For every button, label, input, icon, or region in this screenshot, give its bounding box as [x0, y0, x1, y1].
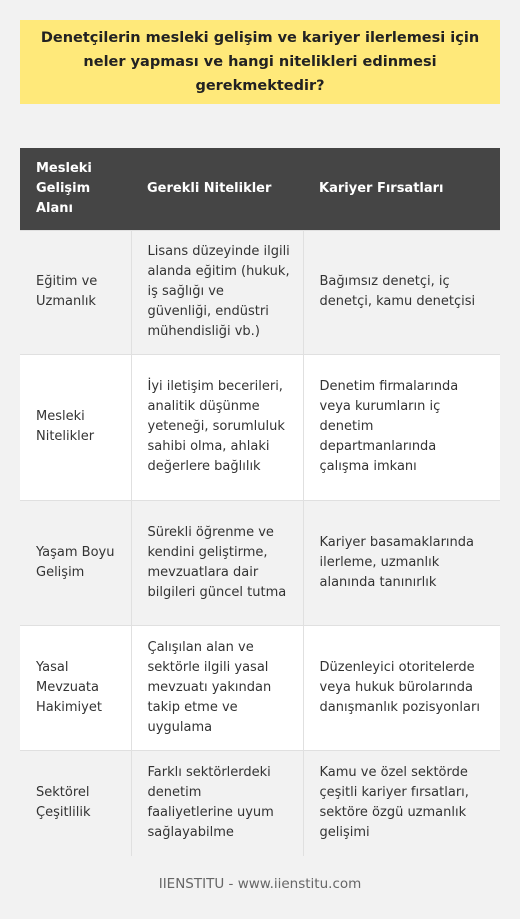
- cell-opportunities: Kariyer basamaklarında ilerleme, uzmanlık alanında tanınırlık: [303, 500, 500, 625]
- cell-qualifications: Farklı sektörlerdeki denetim faaliyetlerine uyum sağlayabilme: [131, 750, 303, 856]
- cell-opportunities: Bağımsız denetçi, iç denetçi, kamu denetçisi: [303, 230, 500, 354]
- cell-opportunities: Denetim firmalarında veya kurumların iç denetim departmanlarında çalışma imkanı: [303, 354, 500, 500]
- cell-qualifications: Sürekli öğrenme ve kendini geliştirme, mevzuatlara dair bilgileri güncel tutma: [131, 500, 303, 625]
- page-title: Denetçilerin mesleki gelişim ve kariyer ilerlemesi için neler yapması ve hangi nitelikleri edinmesi gerekmektedir?: [40, 30, 480, 94]
- table-row: [20, 230, 500, 354]
- table-row: [20, 354, 500, 500]
- table-row: [20, 500, 500, 625]
- title-banner: [20, 20, 500, 104]
- cell-qualifications: Lisans düzeyinde ilgili alanda eğitim (hukuk, iş sağlığı ve güvenliği, endüstri mühendisliği vb.): [131, 230, 303, 354]
- cell-area: Eğitim ve Uzmanlık: [20, 230, 131, 354]
- career-table: [20, 148, 500, 856]
- cell-qualifications: İyi iletişim becerileri, analitik düşünme yeteneği, sorumluluk sahibi olma, ahlaki değerlere bağlılık: [131, 354, 303, 500]
- table-row: [20, 750, 500, 856]
- cell-area: Mesleki Nitelikler: [20, 354, 131, 500]
- table-row: [20, 625, 500, 750]
- cell-qualifications: Çalışılan alan ve sektörle ilgili yasal mevzuatı yakından takip etme ve uygulama: [131, 625, 303, 750]
- table-header-row: [20, 148, 500, 230]
- cell-area: Yasal Mevzuata Hakimiyet: [20, 625, 131, 750]
- cell-area: Yaşam Boyu Gelişim: [20, 500, 131, 625]
- cell-opportunities: Düzenleyici otoritelerde veya hukuk bürolarında danışmanlık pozisyonları: [303, 625, 500, 750]
- header-career-opportunities: Kariyer Fırsatları: [319, 180, 444, 196]
- header-development-area: Mesleki Gelişim Alanı: [36, 160, 92, 216]
- cell-opportunities: Kamu ve özel sektörde çeşitli kariyer fırsatları, sektöre özgü uzmanlık gelişimi: [303, 750, 500, 856]
- cell-area: Sektörel Çeşitlilik: [20, 750, 131, 856]
- footer-credit: IIENSTITU - www.iienstitu.com: [158, 876, 362, 892]
- header-required-qualifications: Gerekli Nitelikler: [147, 180, 272, 196]
